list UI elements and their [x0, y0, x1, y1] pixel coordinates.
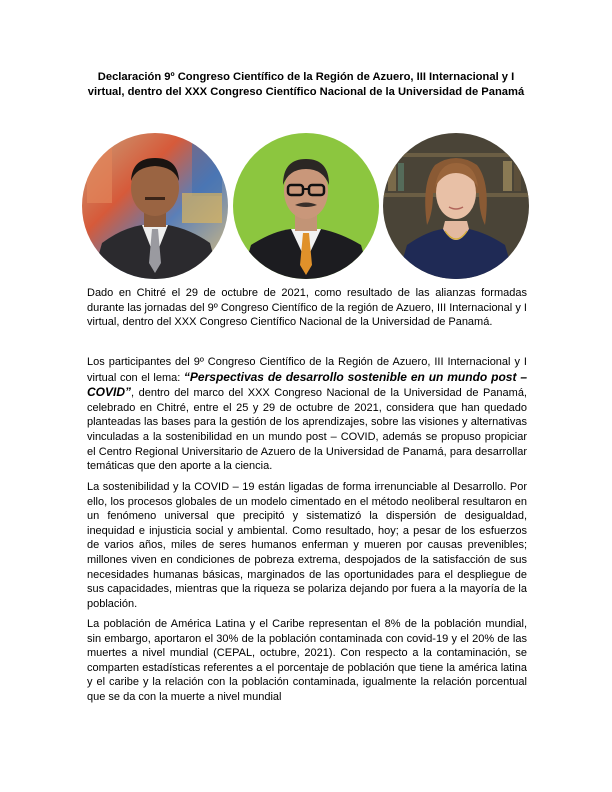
paragraph-2 — [87, 355, 527, 474]
congress-motto: “Perspectivas de desarrollo sostenible en un mundo post – COVID” — [87, 369, 527, 400]
portrait-photo-2 — [233, 133, 379, 279]
portrait-photo-3 — [383, 133, 529, 279]
paragraph-4: La población de América Latina y el Caribe representan el 8% de la población mundial, sin embargo, aportaron el 30% de la población contaminada con covid-19 y el 20% de las muertes a nivel mundial (CEPAL, octubre, 2021). Con respecto a la contaminación, se comparten estadísticas referentes a el porcentaje de población que tiene la américa latina y el caribe y la relación con la población contaminada, igualmente la relación porcentual que se da con la muerte a nivel mundial — [87, 618, 527, 703]
paragraph-2-rest: , dentro del marco del XXX Congreso Nacional de la Universidad de Panamá, celebrado en Chitré, entre el 25 y 29 de octubre de 2021, considera que han quedado planteadas las bases para la gestión de los aprendizajes, sobre las visiones y alternativas vinculadas a la sostenibilidad en un mundo post – COVID, además se propuso propiciar el Centro Regional Universitario de Azuero de la Universidad de Panamá, para desarrollar temáticas que den aporte a la ciencia. — [87, 387, 527, 473]
portrait-photo-1 — [82, 133, 228, 279]
photo-row — [0, 133, 612, 279]
paragraph-1: Dado en Chitré el 29 de octubre de 2021, como resultado de las alianzas formadas durante las jornadas del 9º Congreso Científico de la región de Azuero, III Internacional y I virtual, dentro del XXX Congreso Científico Nacional de la Universidad de Panamá. — [87, 287, 527, 329]
document-title: Declaración 9º Congreso Científico de la Región de Azuero, III Internacional y I virtual, dentro del XXX Congreso Científico Nacional de la Universidad de Panamá — [87, 71, 525, 98]
paragraph-3: La sostenibilidad y la COVID – 19 están ligadas de forma irrenunciable al Desarrollo. Por ello, los procesos globales de un modelo cimentado en el método neoliberal resultaron en un fenómeno universal que precipitó y sistematizó la dispersión de desigualdad, inequidad e injusticia social y ambiental. Como resultado, hoy; a pesar de los esfuerzos de varios años, miles de seres humanos enferman y mueren por causas prevenibles; millones viven en condiciones de pobreza extrema, despojados de la satisfacción de sus necesidades humanas básicas, marginados de las oportunidades para el despliegue de sus capacidades, mientras que la riqueza se polariza dejando por fuera a la mayoría de la población. — [87, 481, 527, 610]
paragraph-2-intro: Los participantes del 9º Congreso Científico de la Región de Azuero, III Internacional y I virtual con el lema: — [87, 356, 527, 384]
